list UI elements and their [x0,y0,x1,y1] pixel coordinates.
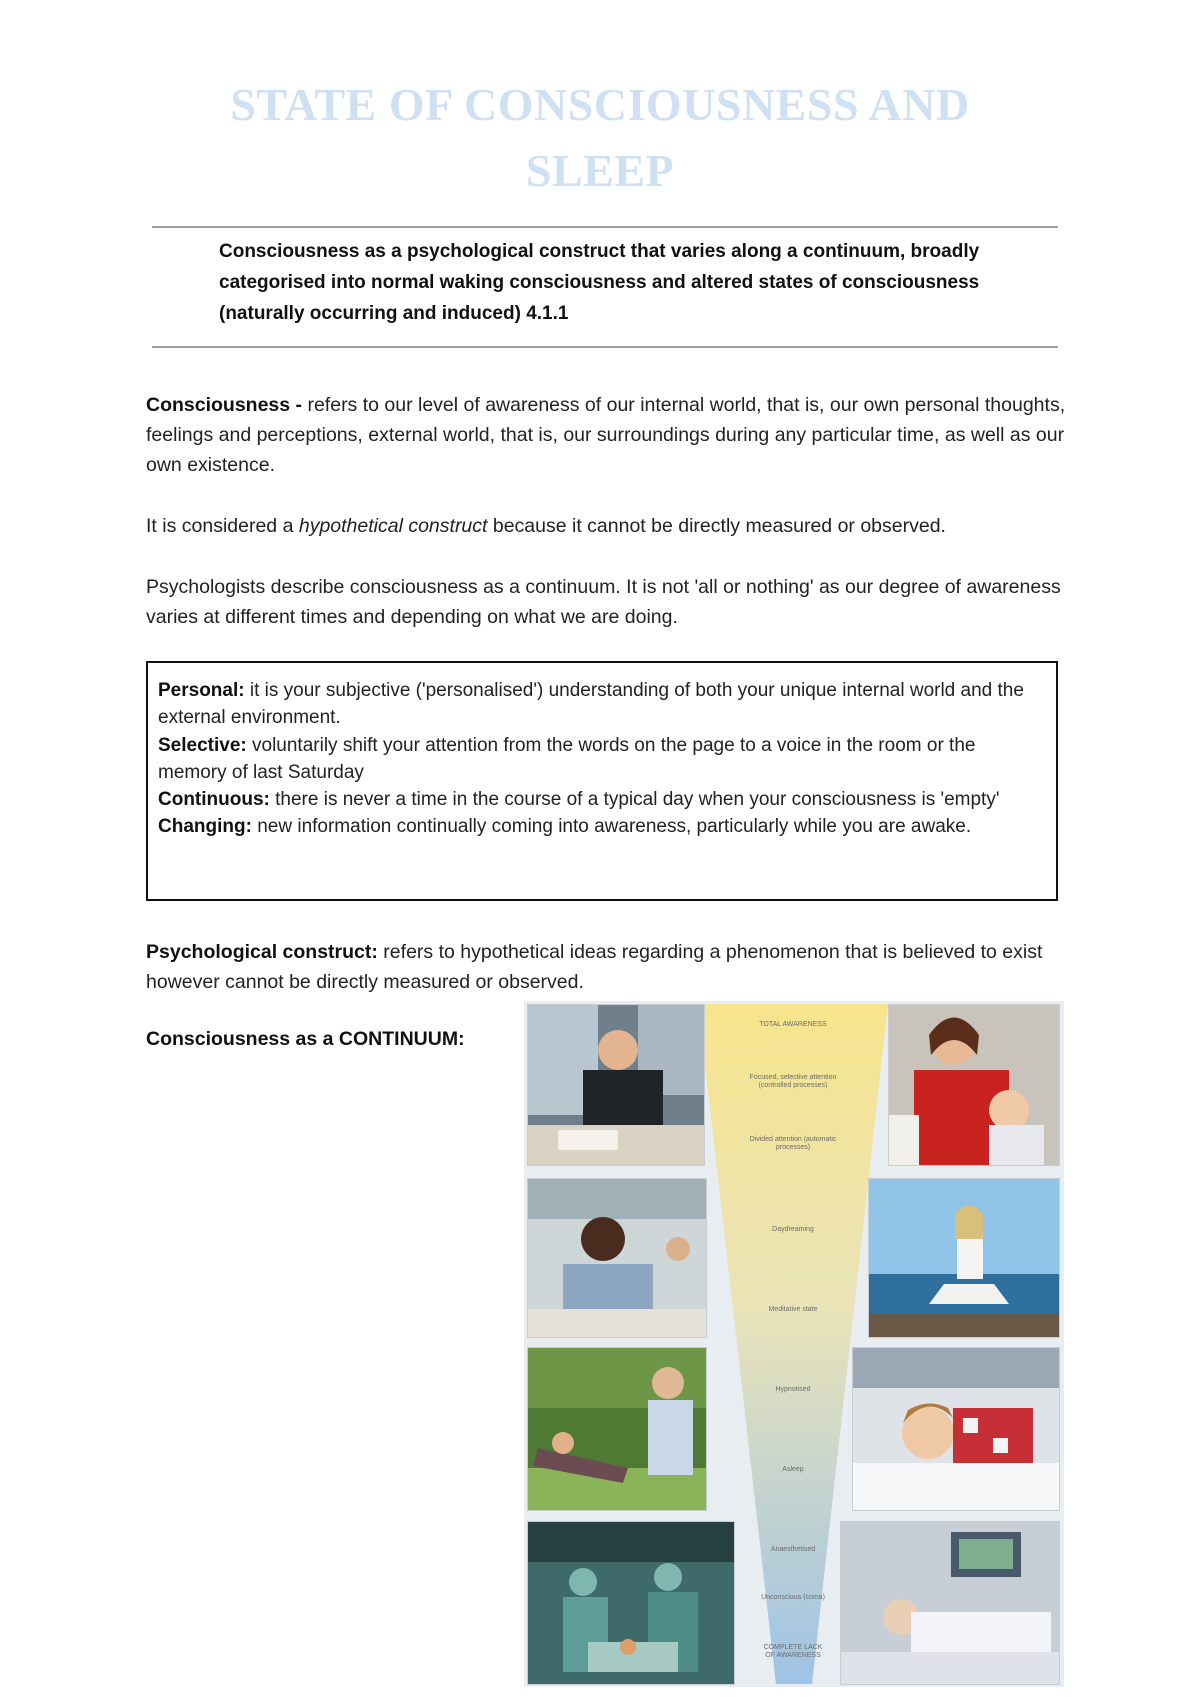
hypnosis-image [528,1348,706,1510]
surgery-image [528,1522,734,1684]
funnel-label-divided-attention: Divided attention (automatic processes) [749,1136,837,1151]
funnel-label-hypnotised: Hypnotised [775,1386,811,1393]
student-studying-photo [527,1004,705,1166]
hypothetical-construct-paragraph [146,511,1066,541]
funnel-label-unconscious: Unconscious (coma) [761,1594,825,1601]
funnel-label-total-awareness: TOTAL AWARENESS [759,1021,827,1028]
title-line-1: STATE OF CONSCIOUSNESS AND [230,79,970,130]
characteristic-text: new information continually coming into awareness, particularly while you are awake. [251,816,972,838]
hypnosis-session-photo [527,1347,707,1511]
funnel-label-anaesthetised: Anaesthetised [770,1546,816,1553]
objective-bottom-rule [152,346,1058,348]
child-sleeping-photo [852,1347,1060,1511]
student-daydreaming-image [528,1179,706,1337]
characteristic-text: voluntarily shift your attention from the words on the page to a voice in the room or the memory of last Saturday [158,734,976,783]
definition-term: Consciousness - [146,394,303,416]
characteristic-term: Continuous: [158,789,270,811]
funnel-label-complete-lack-of-awareness: COMPLETE LACK OF AWARENESS [763,1644,823,1659]
woman-meditating-image [869,1179,1059,1337]
coma-patient-image [841,1522,1059,1684]
funnel-label-daydreaming: Daydreaming [772,1226,814,1233]
surgery-anaesthetised-photo [527,1521,735,1685]
funnel-label-focused-attention: Focused, selective attention (controlled processes) [749,1074,837,1089]
characteristic-text: it is your subjective ('personalised') understanding of both your unique internal world and the external environment. [158,680,1024,729]
characteristics-box [146,661,1058,901]
woman-on-phone-with-baby-photo [888,1004,1060,1166]
child-sleeping-image [853,1348,1059,1510]
psychological-construct-paragraph [146,937,1066,997]
characteristic-item [158,786,1046,813]
funnel-label-asleep: Asleep [782,1466,804,1473]
construct-text: refers to hypothetical ideas regarding a phenomenon that is believed to exist however cannot be directly measured or observed. [146,941,1043,993]
document-title [120,72,1080,204]
consciousness-definition [146,390,1066,480]
hypothetical-after: because it cannot be directly measured or observed. [487,515,946,537]
funnel-label-meditative-state: Meditative state [768,1306,818,1313]
definition-text: refers to our level of awareness of our internal world, that is, our own personal thoughts, feelings and perceptions, external world, that is, our surroundings during any particular time, as well as our own existence. [146,394,1066,476]
consciousness-continuum-figure [524,1001,1064,1687]
characteristic-item [158,813,1046,840]
characteristic-text: there is never a time in the course of a typical day when your consciousness is 'empty' [269,789,1000,811]
student-studying-image [528,1005,704,1165]
construct-term: Psychological construct: [146,941,378,963]
key-knowledge-objective: Consciousness as a psychological construct that varies along a continuum, broadly categorised into normal waking consciousness and altered states of consciousness (naturally occurring and induced) 4.1.1 [219,241,980,324]
characteristic-term: Selective: [158,734,247,756]
woman-phone-image [889,1005,1059,1165]
characteristic-term: Changing: [158,816,252,838]
continuum-paragraph: Psychologists describe consciousness as a continuum. It is not 'all or nothing' as our degree of awareness varies at different times and depending on what we are doing. [146,576,1061,628]
characteristic-term: Personal: [158,680,245,701]
continuum-heading: Consciousness as a CONTINUUM: [146,1028,465,1050]
patient-in-coma-photo [840,1521,1060,1685]
woman-meditating-photo [868,1178,1060,1338]
student-daydreaming-photo [527,1178,707,1338]
objective-top-rule [152,226,1058,228]
characteristic-item [158,677,1046,732]
title-line-2: SLEEP [525,145,675,196]
hypothetical-before: It is considered a [146,515,299,537]
hypothetical-term: hypothetical construct [298,515,488,537]
characteristic-item [158,732,1046,787]
